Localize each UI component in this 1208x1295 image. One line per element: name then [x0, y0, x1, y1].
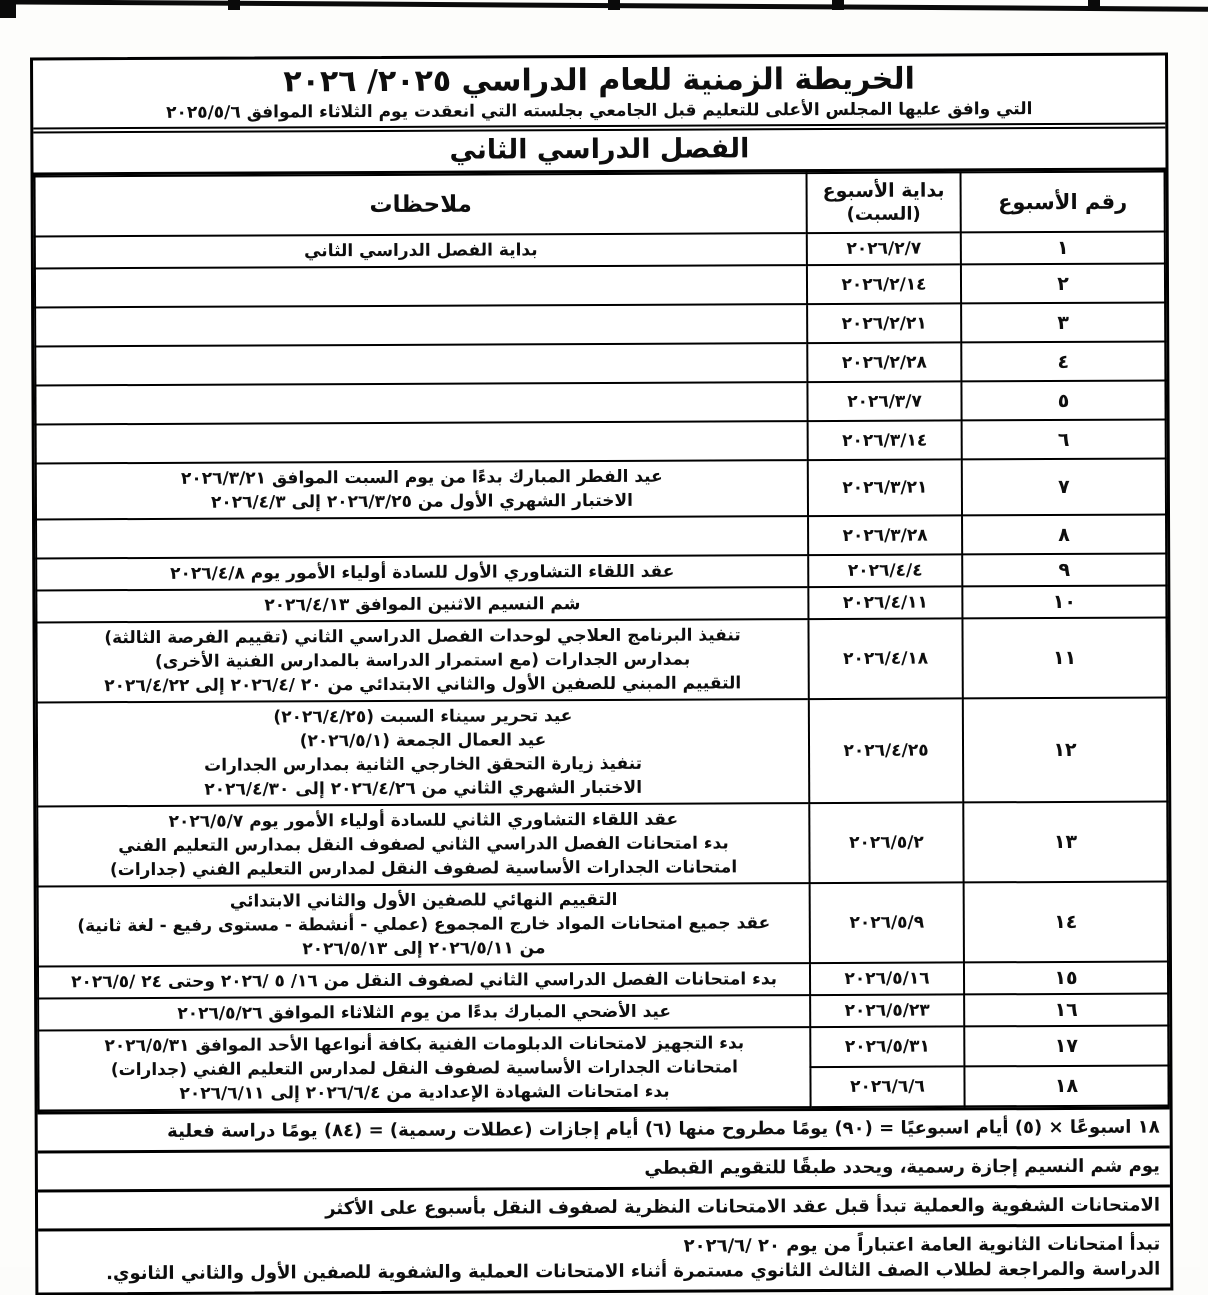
week-start-date-cell: ٢٠٢٦/٢/٢١ — [807, 303, 961, 343]
column-header-week-start-line1: بداية الأسبوع — [822, 179, 945, 203]
footer-note-thanaweya-line1: تبدأ امتحانات الثانوية العامة اعتباراً من يوم ٢٠ /٢٠٢٦/٦ — [683, 1233, 1161, 1257]
schedule-row — [36, 459, 1166, 520]
notes-cell — [38, 963, 810, 998]
scan-artifact-tick — [228, 0, 240, 10]
document-subtitle: التي وافق عليها المجلس الأعلى للتعليم قبل الجامعي بجلسته التي انعقدت يوم الثلاثاء الموافق ٢٠٢٥/٥/٦ — [166, 99, 1033, 123]
column-header-notes: ملاحظات — [35, 173, 807, 236]
week-number-cell: ١٢ — [963, 698, 1167, 803]
note-line: شم النسيم الاثنين الموافق ٢٠٢٦/٤/١٣ — [264, 594, 581, 616]
week-start-date-cell: ٢٠٢٦/٥/٣١ — [810, 1026, 964, 1067]
week-number-cell: ١٦ — [964, 994, 1168, 1027]
note-line: بمدارس الجدارات (مع استمرار الدراسة بالمدارس الفنية الأخرى) — [154, 649, 691, 672]
week-number-cell: ١٠ — [962, 586, 1166, 619]
week-start-date-cell: ٢٠٢٦/٥/٢٣ — [810, 994, 964, 1027]
week-start-date-cell: ٢٠٢٦/٤/٤ — [808, 554, 962, 587]
week-start-date-cell: ٢٠٢٦/٥/٢ — [809, 802, 963, 883]
week-start-date-cell: ٢٠٢٦/٥/١٦ — [810, 962, 964, 995]
schedule-row — [36, 618, 1166, 703]
schedule-row — [36, 554, 1166, 591]
footer-note-sham-elnessim: يوم شم النسيم إجازة رسمية، ويحدد طبقًا للتقويم القبطي — [38, 1146, 1170, 1190]
notes-cell — [36, 555, 808, 590]
column-header-week-start-line2: (السبت) — [846, 203, 921, 225]
week-number-cell: ١٧ — [964, 1026, 1168, 1067]
column-header-week-start — [807, 172, 961, 233]
week-start-date-cell: ٢٠٢٦/٣/١٤ — [808, 420, 962, 460]
notes-cell — [38, 1027, 810, 1110]
note-line: بدء التجهيز لامتحانات الدبلومات الفنية بكافة أنواعها الأحد الموافق ٢٠٢٦/٥/٣١ — [104, 1033, 745, 1057]
notes-cell — [35, 233, 807, 268]
week-number-cell: ٢ — [961, 264, 1165, 304]
footer-note-thanaweya-line2: الدراسة والمراجعة لطلاب الصف الثالث الثانوي مستمرة أثناء الامتحانات العملية والشفوية للصفين الأول والثاني الثانوي. — [106, 1258, 1161, 1285]
note-line: الاختبار الشهري الثاني من ٢٠٢٦/٤/٢٦ إلى ٢٠٢٦/٤/٣٠ — [204, 777, 643, 800]
notes-cell — [36, 460, 808, 519]
week-start-date-cell: ٢٠٢٦/٤/١٨ — [808, 618, 962, 699]
note-line: بدء امتحانات الفصل الدراسي الثاني لصفوف النقل بمدارس التعليم الفني — [118, 833, 729, 857]
week-number-cell: ٤ — [961, 342, 1165, 382]
schedule-row — [38, 962, 1168, 999]
week-start-date-cell: ٢٠٢٦/٢/٧ — [807, 232, 961, 265]
note-line: عقد اللقاء التشاوري الثاني للسادة أولياء الأمور يوم ٢٠٢٦/٥/٧ — [168, 809, 679, 832]
note-line: عقد اللقاء التشاوري الأول للسادة أولياء الأمور يوم ٢٠٢٦/٤/٨ — [170, 561, 675, 584]
schedule-row — [36, 586, 1166, 623]
schedule-row — [37, 802, 1167, 887]
week-start-date-cell: ٢٠٢٦/٤/٢٥ — [809, 698, 963, 803]
week-start-date-cell: ٢٠٢٦/٦/٦ — [810, 1066, 964, 1107]
scan-artifact-tick — [608, 0, 620, 10]
note-line: بداية الفصل الدراسي الثاني — [304, 240, 538, 262]
note-line: تنفيذ زيارة التحقق الخارجي الثانية بمدارس الجدارات — [204, 753, 643, 776]
notes-cell — [37, 699, 809, 806]
footer-note-oral-practical-exams: الامتحانات الشفوية والعملية تبدأ قبل عقد الامتحانات النظرية لصفوف النقل بأسبوع على الأكثر — [38, 1185, 1170, 1229]
schedule-table-body — [35, 232, 1169, 1111]
schedule-row — [36, 420, 1166, 464]
scan-artifact-tick — [832, 0, 844, 10]
calendar-sheet — [30, 53, 1173, 1295]
schedule-row — [35, 232, 1165, 269]
notes-cell — [36, 421, 808, 463]
semester-schedule-table — [34, 171, 1170, 1112]
notes-cell — [38, 995, 810, 1030]
schedule-row — [35, 342, 1165, 386]
notes-cell — [35, 343, 807, 385]
table-header-row — [35, 172, 1165, 237]
week-number-cell: ١٣ — [963, 802, 1167, 883]
semester-section-title: الفصل الدراسي الثاني — [33, 129, 1165, 176]
note-line: تنفيذ البرنامج العلاجي لوحدات الفصل الدراسي الثاني (تقييم الفرصة الثالثة) — [104, 625, 741, 649]
notes-cell — [36, 587, 808, 622]
week-start-date-cell: ٢٠٢٦/٢/٢٨ — [807, 342, 961, 382]
footer-note-summary-formula: ١٨ اسبوعًا × (٥) أيام اسبوعيًا = (٩٠) يومًا مطروح منها (٦) أيام إجازات (عطلات رسمية) = (٨٤) يومًا دراسة فعلية — [38, 1107, 1170, 1151]
week-number-cell: ٦ — [962, 420, 1166, 460]
note-line: عقد جميع امتحانات المواد خارج المجموع (عملي - أنشطة - مستوى رفيع - لغة ثانية) — [77, 913, 771, 937]
schedule-row — [38, 882, 1168, 967]
note-line: عيد تحرير سيناء السبت (٢٠٢٦/٤/٢٥) — [273, 706, 573, 728]
schedule-row — [38, 1026, 1168, 1071]
week-number-cell: ١ — [961, 232, 1165, 265]
schedule-row — [35, 381, 1165, 425]
week-number-cell: ٨ — [962, 515, 1166, 555]
note-line: من ٢٠٢٦/٥/١١ إلى ٢٠٢٦/٥/١٣ — [302, 938, 546, 960]
schedule-row — [38, 994, 1168, 1031]
notes-cell — [37, 803, 809, 886]
note-line: امتحانات الجدارات الأساسية لصفوف النقل لمدارس التعليم الفني (جدارات) — [109, 857, 738, 881]
notes-cell — [36, 516, 808, 558]
week-number-cell: ١٨ — [964, 1066, 1168, 1107]
week-number-cell: ٧ — [962, 459, 1166, 516]
footer-note-thanaweya — [38, 1224, 1170, 1293]
note-line: امتحانات الجدارات الأساسية لصفوف النقل لمدارس التعليم الفني (جدارات) — [110, 1057, 739, 1081]
document-header — [33, 56, 1165, 134]
week-number-cell: ٥ — [961, 381, 1165, 421]
week-start-date-cell: ٢٠٢٦/٣/٢٨ — [808, 515, 962, 555]
week-start-date-cell: ٢٠٢٦/٥/٩ — [810, 882, 964, 963]
note-line: التقييم النهائي للصفين الأول والثاني الابتدائي — [229, 889, 618, 912]
week-number-cell: ٣ — [961, 303, 1165, 343]
schedule-row — [37, 698, 1167, 807]
notes-cell — [38, 883, 810, 966]
schedule-row — [36, 515, 1166, 559]
scan-top-edge-artifact — [0, 0, 1208, 12]
week-number-cell: ٩ — [962, 554, 1166, 587]
week-number-cell: ١٤ — [964, 882, 1168, 963]
schedule-row — [35, 303, 1165, 347]
note-line: عيد العمال الجمعة (٢٠٢٦/٥/١) — [299, 730, 547, 752]
notes-cell — [35, 382, 807, 424]
week-start-date-cell: ٢٠٢٦/٣/٢١ — [808, 459, 962, 516]
notes-cell — [35, 265, 807, 307]
notes-cell — [36, 619, 808, 702]
week-number-cell: ١٥ — [964, 962, 1168, 995]
week-start-date-cell: ٢٠٢٦/٢/١٤ — [807, 264, 961, 304]
document-title: الخريطة الزمنية للعام الدراسي ٢٠٢٥/ ٢٠٢٦ — [283, 61, 916, 100]
note-line: عيد الفطر المبارك بدءًا من يوم السبت الموافق ٢٠٢٦/٣/٢١ — [180, 466, 663, 489]
note-line: بدء امتحانات الشهادة الإعدادية من ٢٠٢٦/٦/٤ إلى ٢٠٢٦/٦/١١ — [179, 1081, 670, 1104]
scan-artifact-tick — [1088, 0, 1100, 10]
note-line: عيد الأضحي المبارك بدءًا من يوم الثلاثاء الموافق ٢٠٢٦/٥/٢٦ — [177, 1001, 671, 1024]
notes-cell — [35, 304, 807, 346]
note-line: بدء امتحانات الفصل الدراسي الثاني لصفوف النقل من ١٦/ ٥ /٢٠٢٦ وحتى ٢٤ /٢٠٢٦/٥ — [70, 969, 778, 993]
column-header-week-number: رقم الأسبوع — [961, 172, 1165, 233]
week-start-date-cell: ٢٠٢٦/٣/٧ — [807, 381, 961, 421]
week-start-date-cell: ٢٠٢٦/٤/١١ — [808, 586, 962, 619]
week-number-cell: ١١ — [962, 618, 1166, 699]
note-line: الاختبار الشهري الأول من ٢٠٢٦/٣/٢٥ إلى ٢٠٢٦/٤/٣ — [210, 490, 633, 513]
schedule-row — [35, 264, 1165, 308]
note-line: التقييم المبني للصفين الأول والثاني الابتدائي من ٢٠ /٢٠٢٦/٤ إلى ٢٠٢٦/٤/٢٢ — [104, 673, 742, 697]
